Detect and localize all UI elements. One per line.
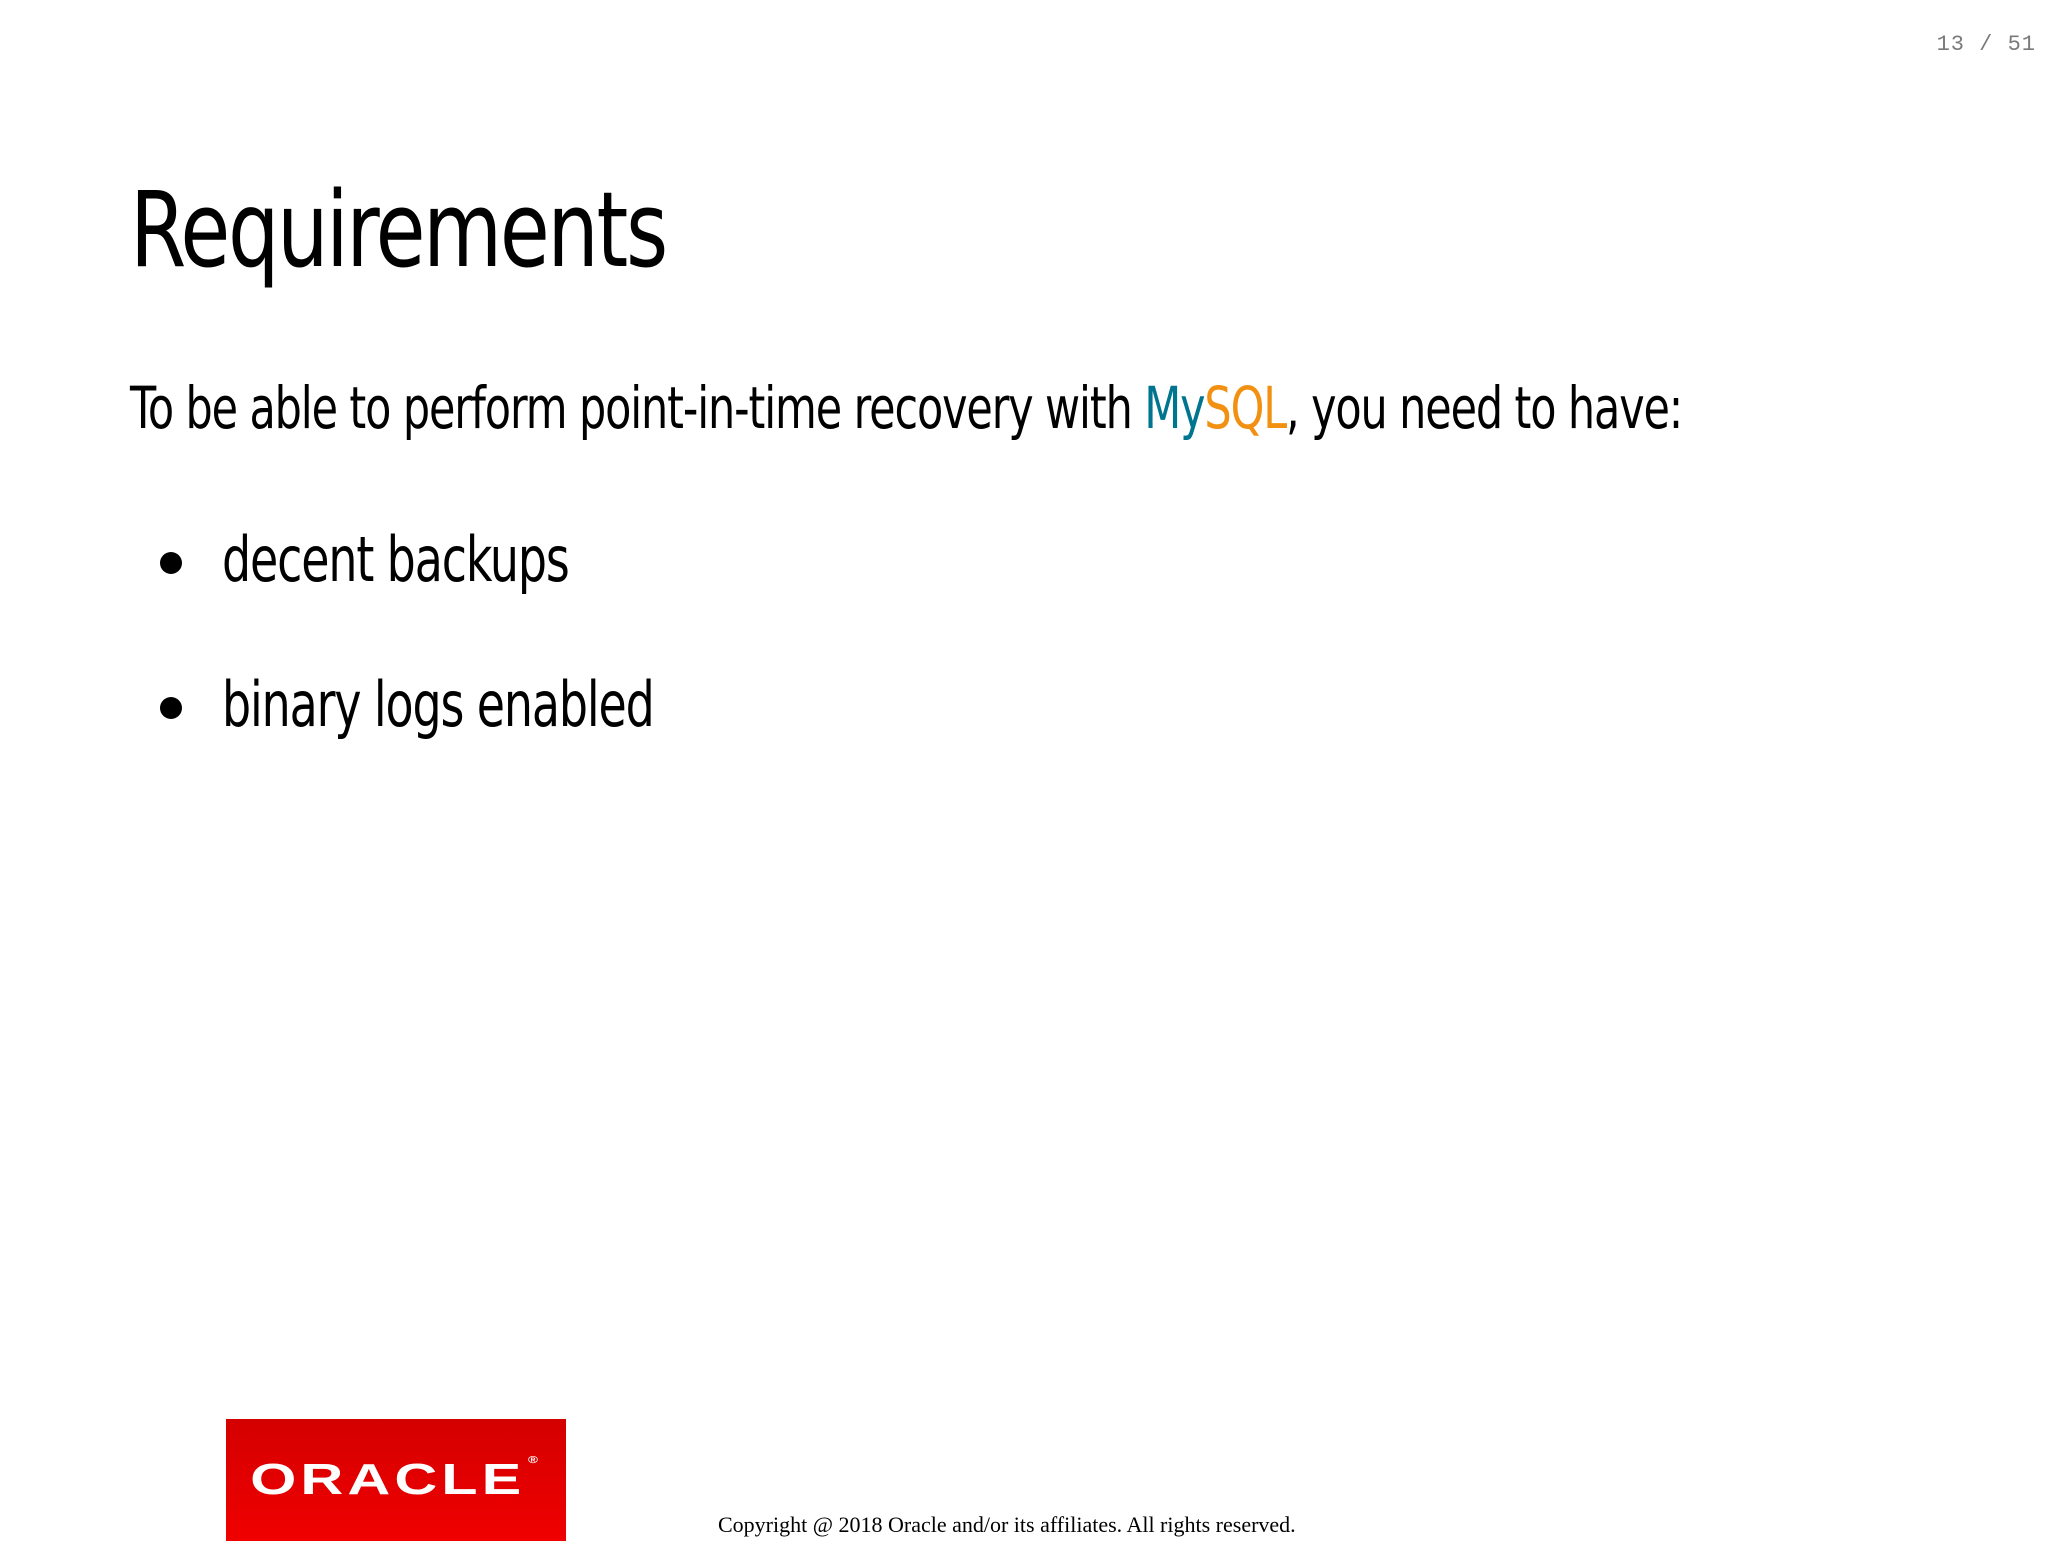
bullet-icon: [160, 552, 182, 574]
list-item-text: decent backups: [222, 523, 569, 596]
slide-title: Requirements: [130, 169, 666, 291]
oracle-logo-wordmark: ORACLE: [250, 1455, 526, 1504]
intro-text-after: , you need to have:: [1286, 374, 1683, 442]
list-item: [160, 510, 805, 655]
list-item-text: binary logs enabled: [222, 668, 654, 741]
intro-text: [130, 368, 1682, 448]
oracle-logo-text: [250, 1455, 542, 1505]
requirements-list: [160, 510, 805, 800]
intro-text-before: To be able to perform point-in-time recovery with: [130, 374, 1145, 442]
mysql-brand-sql: SQL: [1204, 374, 1287, 442]
list-item: [160, 655, 805, 800]
bullet-icon: [160, 697, 182, 719]
mysql-brand-my: My: [1144, 374, 1205, 442]
copyright-text: Copyright @ 2018 Oracle and/or its affiliates. All rights reserved.: [718, 1512, 1296, 1537]
oracle-logo: [226, 1419, 566, 1541]
registered-mark-icon: ®: [527, 1455, 542, 1466]
page-counter: 13 / 51: [1936, 32, 2036, 57]
